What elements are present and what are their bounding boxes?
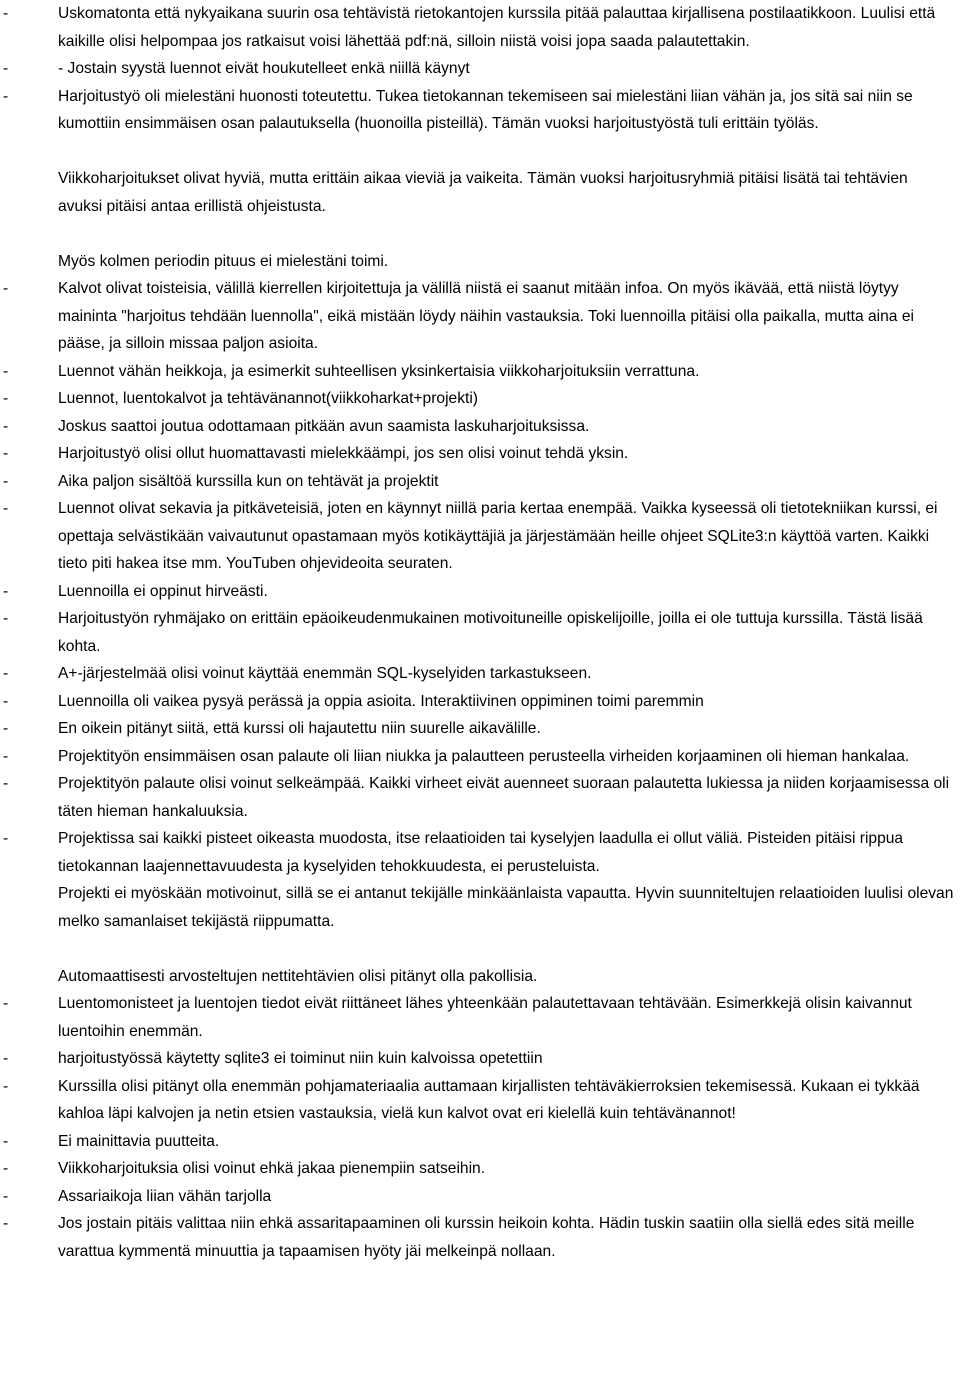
feedback-item (0, 0, 960, 55)
bullet-dash: - (3, 362, 9, 380)
bullet-dash: - (3, 280, 9, 297)
item-text: harjoitustyössä käytetty sqlite3 ei toiminut niin kuin kalvoissa opetettiin (58, 1050, 543, 1067)
item-text: Kurssilla olisi pitänyt olla enemmän pohjamateriaalia auttamaan kirjallisten tehtäväkierroksien tekemisessä. Kukaan ei tykkää kahloa läpi kalvojen ja netin etsien vastauksia, vielä kun kalvot ovat eri kielellä kuin tehtävänannot! (58, 1077, 920, 1122)
feedback-item (0, 660, 960, 688)
item-text: Joskus saattoi joutua odottamaan pitkään avun saamista laskuharjoituksissa. (58, 417, 590, 435)
feedback-item (0, 770, 960, 825)
feedback-paragraph (0, 963, 960, 991)
bullet-dash: - (3, 775, 9, 792)
item-text: - Jostain syystä luennot eivät houkutelleet enkä niillä käynyt (58, 60, 470, 77)
bullet-dash: - (3, 582, 9, 600)
item-text: Luennoilla ei oppinut hirveästi. (58, 582, 268, 600)
item-text: Harjoitustyön ryhmäjako on erittäin epäoikeudenmukainen motivoituneille opiskelijoille, joilla ei ole tuttuja kurssilla. Tästä lisää kohta. (58, 610, 923, 655)
item-text: Projektityön ensimmäisen osan palaute oli liian niukka ja palautteen perusteella virheiden korjaaminen oli hieman hankalaa. (58, 747, 910, 765)
bullet-dash: - (3, 720, 9, 737)
item-text: Uskomatonta että nykyaikana suurin osa tehtävistä rietokantojen kurssila pitää palauttaa kirjallisena postilaatikkoon. Luulisi että kaikille olisi helpompaa jos ratkaisut voisi lähettää pdf:nä, silloin niistä voisi jopa saada palautettakin. (58, 5, 936, 50)
feedback-item (0, 1128, 960, 1156)
item-text: Projektityön palaute olisi voinut selkeämpää. Kaikki virheet eivät auenneet suoraan palautetta lukiessa ja niiden korjaamisessa oli täten hieman hankaluuksia. (58, 775, 950, 820)
bullet-dash: - (3, 665, 9, 682)
feedback-item (0, 1073, 960, 1128)
item-text: Viikkoharjoitukset olivat hyviä, mutta erittäin aikaa vieviä ja vaikeita. Tämän vuoksi harjoitusryhmiä pitäisi lisätä tai tehtävien avuksi pitäisi antaa erillistä ohjeistusta. (58, 170, 908, 215)
paragraph-gap (0, 935, 960, 963)
feedback-item (0, 1183, 960, 1211)
feedback-item (0, 55, 960, 83)
item-text: Luennot olivat sekavia ja pitkäveteisiä, joten en käynnyt niillä paria kertaa enempää. Vaikka kyseessä oli tietotekniikan kurssi, ei opettaja selvästikään vaivautunut opastamaan myös kotikäyttäjiä ja järjestämään heille ohjeet SQLite3:n käyttöä varten. Kaikki tieto piti hakea itse mm. YouTuben ohjevideoita seuraten. (58, 500, 938, 572)
feedback-item (0, 1210, 960, 1265)
bullet-dash: - (3, 1050, 9, 1067)
feedback-item (0, 83, 960, 138)
bullet-dash: - (3, 610, 9, 627)
bullet-dash: - (3, 1160, 9, 1177)
bullet-dash: - (3, 500, 9, 517)
feedback-item (0, 385, 960, 413)
item-text: Harjoitustyö oli mielestäni huonosti toteutettu. Tukea tietokannan tekemiseen sai mielestäni liian vähän ja, jos sitä sai niin se kumottiin ensimmäisen osan palautuksella (huonoilla pisteillä). Tämän vuoksi harjoitustyöstä tuli erittäin työläs. (58, 87, 913, 132)
item-text: Aika paljon sisältöä kurssilla kun on tehtävät ja projektit (58, 472, 439, 490)
bullet-dash: - (3, 995, 9, 1012)
feedback-item (0, 825, 960, 880)
feedback-item (0, 688, 960, 716)
bullet-dash: - (3, 1077, 9, 1095)
bullet-dash: - (3, 5, 9, 22)
bullet-dash: - (3, 445, 9, 462)
paragraph-gap (0, 220, 960, 248)
item-text: En oikein pitänyt siitä, että kurssi oli hajautettu niin suurelle aikavälille. (58, 720, 541, 737)
item-text: Jos jostain pitäis valittaa niin ehkä assaritapaaminen oli kurssin heikoin kohta. Hädin tuskin saatiin olla siellä edes sitä meille varattua kymmentä minuuttia ja tapaamisen hyöty jäi melkeinpä nollaan. (58, 1215, 915, 1260)
item-text: Projektissa sai kaikki pisteet oikeasta muodosta, itse relaatioiden tai kyselyjen laadulla ei ollut väliä. Pisteiden pitäisi rippua tietokannan laajennettavuudesta ja kyselyiden tehokkuudesta, ei perusteluista. (58, 830, 904, 875)
paragraph-gap (0, 138, 960, 166)
feedback-item (0, 358, 960, 386)
item-text: Luentomonisteet ja luentojen tiedot eivät riittäneet lähes yhteenkään palautettavaan tehtävään. Esimerkkejä olisin kaivannut luentoihin enemmän. (58, 995, 912, 1040)
feedback-item (0, 413, 960, 441)
bullet-dash: - (3, 390, 9, 407)
bullet-dash: - (3, 747, 9, 765)
item-text: Luennoilla oli vaikea pysyä perässä ja oppia asioita. Interaktiivinen oppiminen toimi paremmin (58, 692, 704, 710)
bullet-dash: - (3, 472, 9, 490)
feedback-item (0, 495, 960, 578)
bullet-dash: - (3, 692, 9, 710)
item-text: Automaattisesti arvosteltujen nettitehtävien olisi pitänyt olla pakollisia. (58, 967, 538, 985)
bullet-dash: - (3, 830, 9, 847)
feedback-paragraph (0, 248, 960, 276)
bullet-dash: - (3, 417, 9, 435)
item-text: Projekti ei myöskään motivoinut, sillä se ei antanut tekijälle minkäänlaista vapautta. Hyvin suunniteltujen relaatioiden luulisi olevan melko samanlaiset tekijästä riippumatta. (58, 885, 954, 930)
item-text: Luennot vähän heikkoja, ja esimerkit suhteellisen yksinkertaisia viikkoharjoituksiin verrattuna. (58, 362, 700, 380)
item-text: Viikkoharjoituksia olisi voinut ehkä jakaa pienempiin satseihin. (58, 1160, 486, 1177)
item-text: Assariaikoja liian vähän tarjolla (58, 1187, 272, 1205)
bullet-dash: - (3, 1132, 9, 1150)
feedback-item (0, 743, 960, 771)
item-text: Luennot, luentokalvot ja tehtävänannot(viikkoharkat+projekti) (58, 390, 478, 407)
feedback-paragraph (0, 165, 960, 220)
item-text: Myös kolmen periodin pituus ei mielestäni toimi. (58, 252, 389, 270)
feedback-item (0, 715, 960, 743)
feedback-item (0, 468, 960, 496)
bullet-dash: - (3, 1215, 9, 1232)
item-text: A+-järjestelmää olisi voinut käyttää enemmän SQL-kyselyiden tarkastukseen. (58, 665, 592, 682)
bullet-dash: - (3, 1187, 9, 1205)
feedback-item (0, 1045, 960, 1073)
feedback-item (0, 578, 960, 606)
feedback-item (0, 990, 960, 1045)
feedback-item (0, 440, 960, 468)
feedback-item (0, 275, 960, 358)
feedback-item (0, 1155, 960, 1183)
bullet-dash: - (3, 60, 9, 77)
item-text: Ei mainittavia puutteita. (58, 1132, 220, 1150)
item-text: Harjoitustyö olisi ollut huomattavasti mielekkäämpi, jos sen olisi voinut tehdä yksin. (58, 445, 629, 462)
item-text: Kalvot olivat toisteisia, välillä kierrellen kirjoitettuja ja välillä niistä ei saanut mitään infoa. On myös ikävää, että niistä löytyy maininta "harjoitus tehdään luennolla", eikä mistään löydy näihin vastauksia. Toki luennoilla pitäisi olla paikalla, mutta aina ei pääse, ja silloin missaa paljon asioita. (58, 280, 914, 352)
feedback-paragraph (0, 880, 960, 935)
bullet-dash: - (3, 87, 9, 105)
feedback-item (0, 605, 960, 660)
